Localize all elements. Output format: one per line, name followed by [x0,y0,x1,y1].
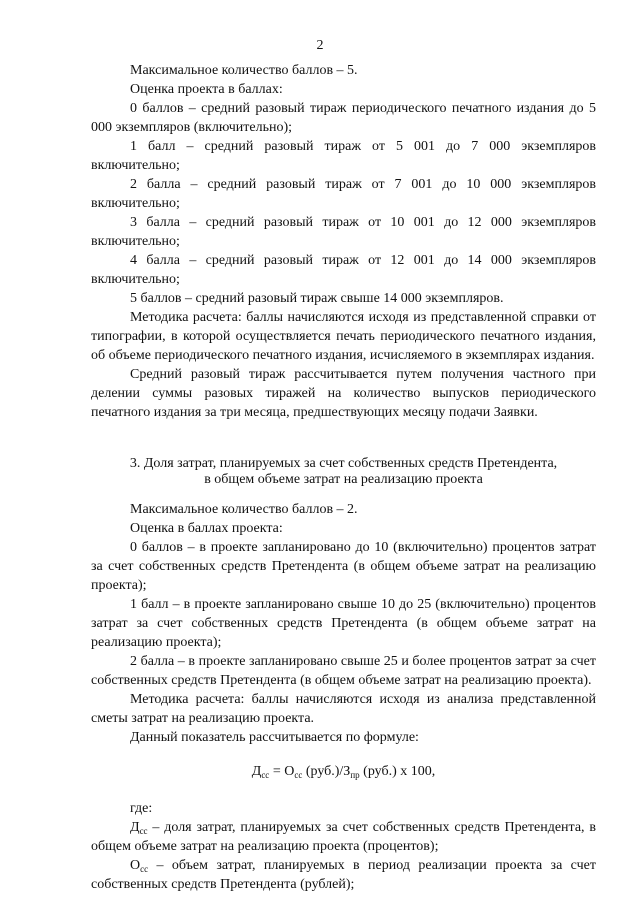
method-paragraph: Методика расчета: баллы начисляются исходя из анализа представленной сметы затрат на реализацию проекта. [91,692,596,726]
formula-subscript: пр [350,770,360,780]
score-item: 5 баллов – средний разовый тираж свыше 14 000 экземпляров. [130,291,504,306]
avg-note-paragraph: Средний разовый тираж рассчитывается путем получения частного при делении суммы разовых тиражей на количество выпусков периодического печатного издания за три месяца, предшествующих месяцу подачи Заявки. [91,367,596,420]
formula [91,762,596,781]
section-heading-line: 3. Доля затрат, планируемых за счет собственных средств Претендента, [129,456,558,471]
formula-text: = [269,764,285,779]
eval-title: Оценка в баллах проекта: [130,521,283,536]
method-paragraph: Методика расчета: баллы начисляются исходя из представленной справки от типографии, в которой осуществляется печать периодического печатного издания, об объеме периодического печатного издания, исчисляемого в экземплярах издания. [91,310,596,363]
score-item: 3 балла – средний разовый тираж от 10 001 до 12 000 экземпляров включительно; [91,215,596,249]
where-label: где: [130,801,153,816]
section-heading-line: в общем объеме затрат на реализацию проекта [204,472,483,487]
definition-text: – объем затрат, планируемых в период реализации проекта за счет собственных средств Претендента (рублей); [91,858,596,892]
eval-title: Оценка проекта в баллах: [130,82,283,97]
score-item: 1 балл – средний разовый тираж от 5 001 до 7 000 экземпляров включительно; [91,139,596,173]
definition-text: – доля затрат, планируемых за счет собственных средств Претендента, в общем объеме затрат на реализацию проекта (процентов); [91,820,596,854]
score-item: 0 баллов – средний разовый тираж периодического печатного издания до 5 000 экземпляров (включительно); [91,101,596,135]
definition-symbol: Д [130,820,140,835]
page-number: 2 [316,38,324,53]
definition-symbol: О [130,858,141,873]
definition-subscript: сс [140,864,149,874]
score-item: 4 балла – средний разовый тираж от 12 001 до 14 000 экземпляров включительно; [91,253,596,287]
formula-symbol: Д [251,764,262,779]
formula-text: (руб.) х 100, [359,764,436,779]
definition-item [91,818,596,856]
score-item: 2 балла – в проекте запланировано свыше 25 и более процентов затрат за счет собственных средств Претендента (в общем объеме затрат на реализацию проекта). [91,654,596,688]
score-item: 2 балла – средний разовый тираж от 7 001 до 10 000 экземпляров включительно; [91,177,596,211]
score-item: 0 баллов – в проекте запланировано до 10 (включительно) процентов затрат за счет собственных средств Претендента (в общем объеме затрат на реализацию проекта); [91,540,596,593]
page-body [91,61,596,894]
formula-subscript: сс [261,770,270,780]
max-score-line: Максимальное количество баллов – 5. [130,63,358,78]
definition-subscript: сс [139,826,148,836]
formula-intro: Данный показатель рассчитывается по формуле: [130,730,419,745]
max-score-line: Максимальное количество баллов – 2. [130,502,358,517]
score-item: 1 балл – в проекте запланировано свыше 10 до 25 (включительно) процентов затрат за счет собственных средств Претендента (в общем объеме затрат на реализацию проекта); [91,597,596,650]
formula-symbol: О [284,764,295,779]
formula-text: (руб.)/З [302,764,351,779]
formula-subscript: сс [294,770,303,780]
section-heading [91,456,596,488]
definition-item [91,856,596,894]
